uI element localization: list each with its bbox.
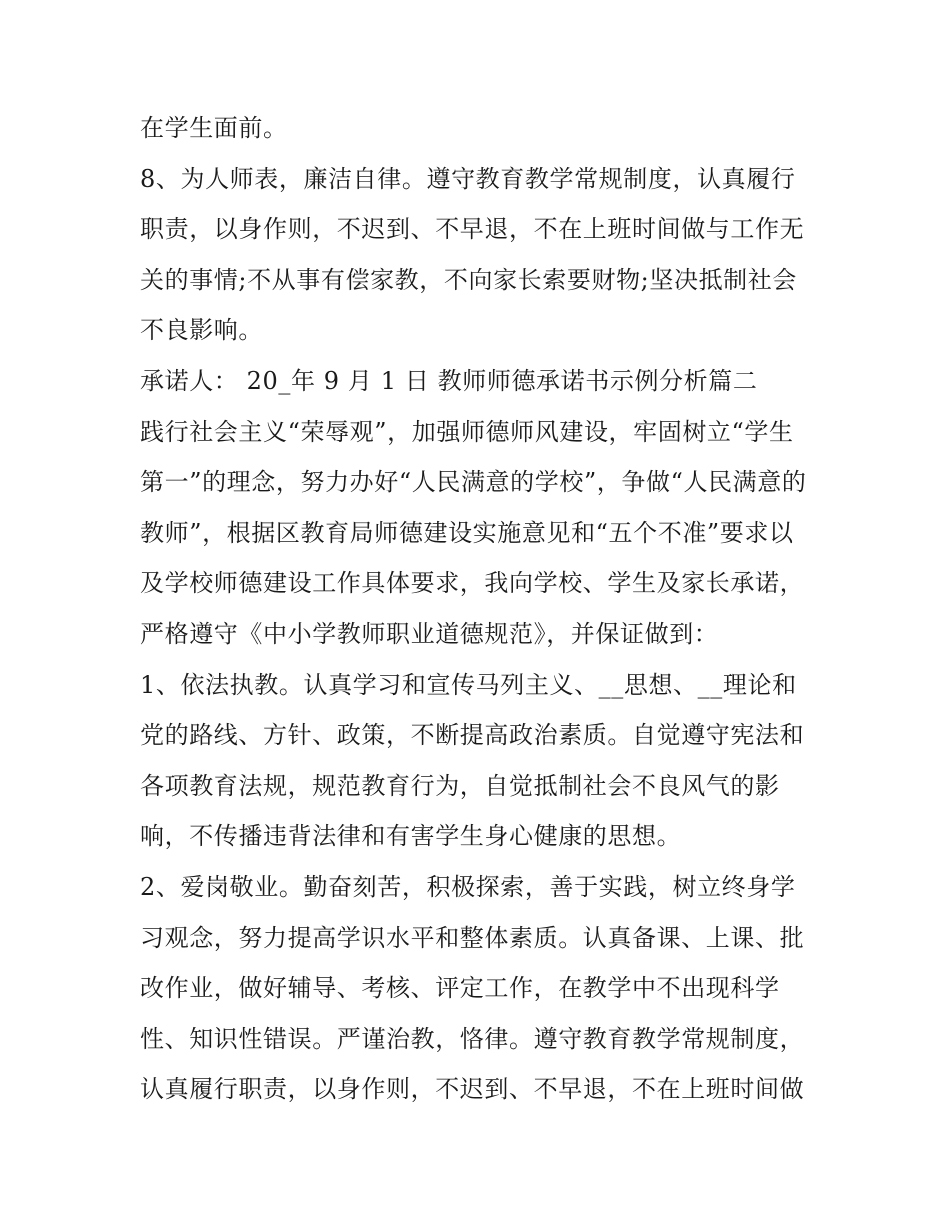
- text-line: 改作业，做好辅导、考核、评定工作，在教学中不出现科学: [140, 974, 780, 1003]
- text-line: 性、知识性错误。严谨治教，恪律。遵守教育教学常规制度，: [140, 1024, 805, 1053]
- text-line: 承诺人： 20_年 9 月 1 日 教师师德承诺书示例分析篇二: [140, 366, 758, 395]
- text-line: 践行社会主义“荣辱观”，加强师德师风建设，牢固树立“学生: [140, 417, 794, 446]
- text-line: 及学校师德建设工作具体要求，我向学校、学生及家长承诺，: [140, 569, 805, 598]
- text-line: 2、爱岗敬业。勤奋刻苦，积极探索，善于实践，树立终身学: [140, 872, 796, 901]
- text-line: 第一”的理念，努力办好“人民满意的学校”，争做“人民满意的: [140, 468, 807, 497]
- text-line: 党的路线、方针、政策，不断提高政治素质。自觉遵守宪法和: [140, 721, 805, 750]
- text-line: 在学生面前。: [140, 114, 288, 142]
- text-line: 职责，以身作则，不迟到、不早退，不在上班时间做与工作无: [140, 215, 805, 244]
- text-line: 习观念，努力提高学识水平和整体素质。认真备课、上课、批: [140, 923, 805, 952]
- text-line: 关的事情;不从事有偿家教，不向家长索要财物;坚决抵制社会: [140, 265, 797, 294]
- text-line: 不良影响。: [140, 316, 263, 345]
- text-line: 教师”，根据区教育局师德建设实施意见和“五个不准”要求以: [140, 518, 794, 547]
- text-line: 严格遵守《中小学教师职业道德规范》，并保证做到：: [140, 619, 719, 648]
- document-body: [140, 103, 820, 1115]
- text-line: 1、依法执教。认真学习和宣传马列主义、__思想、__理论和: [140, 670, 797, 699]
- text-line: 认真履行职责，以身作则，不迟到、不早退，不在上班时间做: [140, 1075, 805, 1104]
- text-line: 8、为人师表，廉洁自律。遵守教育教学常规制度，认真履行: [140, 164, 796, 193]
- text-line: 各项教育法规，规范教育行为，自觉抵制社会不良风气的影: [140, 771, 780, 800]
- text-line: 响，不传播违背法律和有害学生身心健康的思想。: [140, 822, 682, 851]
